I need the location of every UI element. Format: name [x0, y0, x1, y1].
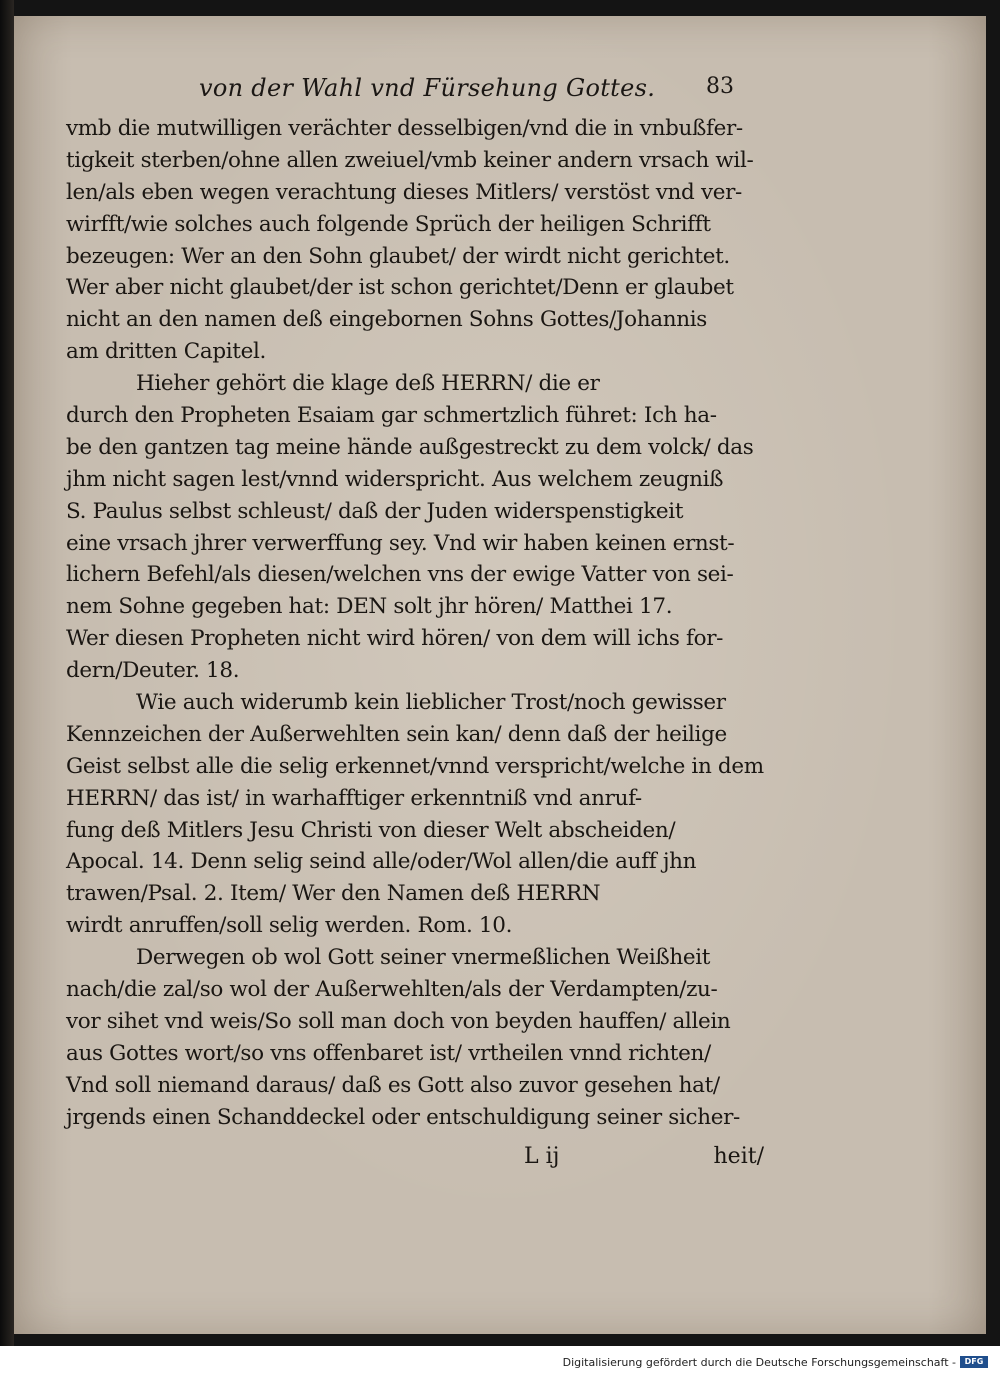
- catchword: heit/: [713, 1144, 764, 1169]
- binding-edge: [0, 0, 14, 1346]
- page-footer: [66, 1144, 786, 1176]
- text-line: HERRN/ das ist/ in warhafftiger erkenntniß vnd anruf-: [66, 785, 642, 811]
- text-line: Wer aber nicht glaubet/der ist schon gerichtet/Denn er glaubet: [66, 275, 734, 301]
- text-line: nach/die zal/so wol der Außerwehlten/als der Verdampten/zu-: [66, 977, 718, 1003]
- text-line: nem Sohne gegeben hat: DEN solt jhr hören/ Matthei 17.: [66, 594, 673, 620]
- signature-mark: L ij: [524, 1144, 560, 1169]
- paragraph-start-line: Hieher gehört die klage deß HERRN/ die er: [136, 371, 600, 397]
- text-line: fung deß Mitlers Jesu Christi von dieser Welt abscheiden/: [66, 817, 676, 843]
- text-line: Kennzeichen der Außerwehlten sein kan/ denn daß der heilige: [66, 721, 727, 747]
- text-line: wirdt anruffen/soll selig werden. Rom. 10.: [66, 913, 513, 939]
- text-line: bezeugen: Wer an den Sohn glaubet/ der wirdt nicht gerichtet.: [66, 243, 730, 269]
- dfg-logo: DFG: [960, 1356, 988, 1368]
- text-line: Apocal. 14. Denn selig seind alle/oder/Wol allen/die auff jhn: [66, 849, 697, 875]
- text-line: wirfft/wie solches auch folgende Sprüch der heiligen Schrifft: [66, 211, 711, 237]
- text-line: tigkeit sterben/ohne allen zweiuel/vmb keiner andern vrsach wil-: [66, 147, 754, 173]
- book-page: [14, 16, 986, 1334]
- text-line: lichern Befehl/als diesen/welchen vns der ewige Vatter von sei-: [66, 562, 734, 588]
- credit-text: Digitalisierung gefördert durch die Deutsche Forschungsgemeinschaft -: [562, 1356, 956, 1369]
- text-line: vor sihet vnd weis/So soll man doch von beyden hauffen/ allein: [66, 1008, 731, 1034]
- text-line: durch den Propheten Esaiam gar schmertzlich führet: Ich ha-: [66, 403, 717, 429]
- paragraph-start-line: Wie auch widerumb kein lieblicher Trost/noch gewisser: [136, 690, 726, 716]
- text-line: be den gantzen tag meine hände außgestreckt zu dem volck/ das: [66, 434, 754, 460]
- text-line: Wer diesen Propheten nicht wird hören/ von dem will ichs for-: [66, 626, 724, 652]
- text-line: am dritten Capitel.: [66, 339, 266, 365]
- text-line: S. Paulus selbst schleust/ daß der Juden widerspenstigkeit: [66, 498, 684, 524]
- text-line: aus Gottes wort/so vns offenbaret ist/ vrtheilen vnnd richten/: [66, 1040, 711, 1066]
- text-line: jrgends einen Schanddeckel oder entschuldigung seiner sicher-: [66, 1104, 740, 1130]
- page-body: [66, 113, 786, 1134]
- text-line: dern/Deuter. 18.: [66, 658, 240, 684]
- paragraph-start-line: Derwegen ob wol Gott seiner vnermeßlichen Weißheit: [136, 945, 711, 971]
- text-line: vmb die mutwilligen verächter desselbigen/vnd die in vnbußfer-: [66, 116, 743, 141]
- credit-bar: [0, 1352, 1000, 1373]
- text-line: eine vrsach jhrer verwerffung sey. Vnd wir haben keinen ernst-: [66, 530, 735, 556]
- text-line: trawen/Psal. 2. Item/ Wer den Namen deß HERRN: [66, 881, 601, 907]
- text-line: jhm nicht sagen lest/vnnd widerspricht. Aus welchem zeugniß: [66, 466, 724, 492]
- page-number: 83: [706, 74, 734, 99]
- page-header: [14, 74, 986, 110]
- text-line: Vnd soll niemand daraus/ daß es Gott also zuvor gesehen hat/: [66, 1072, 720, 1098]
- text-line: len/als eben wegen verachtung dieses Mitlers/ verstöst vnd ver-: [66, 179, 742, 205]
- text-line: nicht an den namen deß eingebornen Sohns Gottes/Johannis: [66, 307, 707, 333]
- text-line: Geist selbst alle die selig erkennet/vnnd verspricht/welche in dem: [66, 753, 764, 779]
- running-head: von der Wahl vnd Fürsehung Gottes.: [199, 74, 656, 102]
